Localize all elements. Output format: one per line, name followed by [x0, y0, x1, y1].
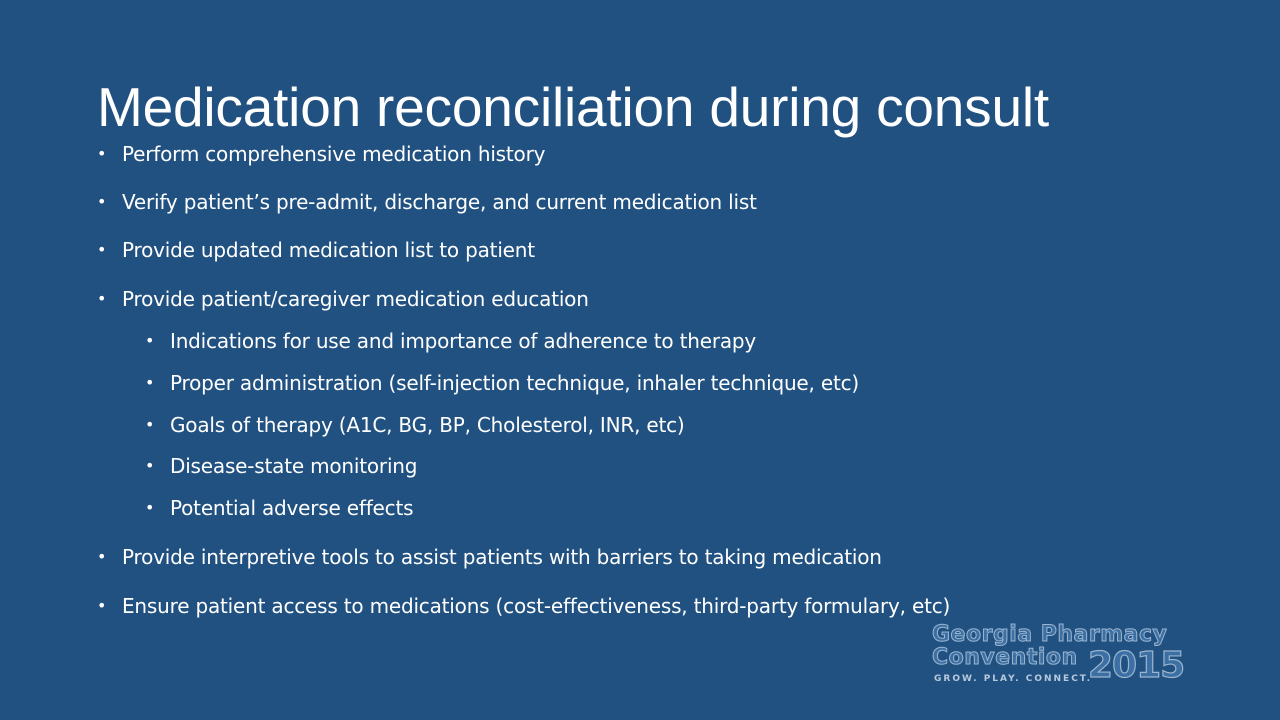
logo-line-1: Georgia Pharmacy: [932, 622, 1168, 647]
bullet-item: [97, 286, 589, 312]
bullet-icon: •: [97, 240, 107, 259]
bullet-text: Proper administration (self-injection technique, inhaler technique, etc): [170, 371, 859, 395]
bullet-icon: •: [145, 331, 155, 350]
bullet-text: Perform comprehensive medication history: [122, 142, 546, 166]
bullet-icon: •: [97, 547, 107, 566]
bullet-text: Ensure patient access to medications (cost-effectiveness, third-party formulary, etc): [122, 594, 951, 618]
bullet-text: Provide interpretive tools to assist patients with barriers to taking medication: [122, 545, 882, 569]
bullet-icon: •: [145, 456, 155, 475]
logo-line-2: Convention: [932, 645, 1078, 670]
sub-bullet-item: [145, 453, 418, 479]
bullet-item: [97, 237, 535, 263]
bullet-icon: •: [145, 498, 155, 517]
bullet-icon: •: [145, 373, 155, 392]
slide-title: Medication reconciliation during consult: [97, 76, 1049, 138]
bullet-item: [97, 593, 951, 619]
bullet-text: Provide updated medication list to patient: [122, 238, 535, 262]
bullet-icon: •: [97, 144, 107, 163]
bullet-icon: •: [97, 192, 107, 211]
bullet-item: [97, 544, 882, 570]
bullet-icon: •: [97, 596, 107, 615]
bullet-text: Disease-state monitoring: [170, 454, 418, 478]
bullet-item: [97, 141, 546, 167]
sub-bullet-item: [145, 412, 685, 438]
bullet-icon: •: [145, 415, 155, 434]
sub-bullet-item: [145, 328, 757, 354]
logo-tagline: GROW. PLAY. CONNECT.: [934, 674, 1092, 684]
bullet-icon: •: [97, 289, 107, 308]
sub-bullet-item: [145, 370, 859, 396]
sub-bullet-item: [145, 495, 414, 521]
bullet-text: Goals of therapy (A1C, BG, BP, Cholesterol, INR, etc): [170, 413, 685, 437]
logo-year: 2015: [1088, 645, 1185, 686]
bullet-text: Indications for use and importance of adherence to therapy: [170, 329, 757, 353]
bullet-text: Verify patient’s pre-admit, discharge, and current medication list: [122, 190, 757, 214]
bullet-item: [97, 189, 757, 215]
bullet-text: Potential adverse effects: [170, 496, 414, 520]
convention-logo: [928, 622, 1188, 692]
bullet-text: Provide patient/caregiver medication education: [122, 287, 589, 311]
